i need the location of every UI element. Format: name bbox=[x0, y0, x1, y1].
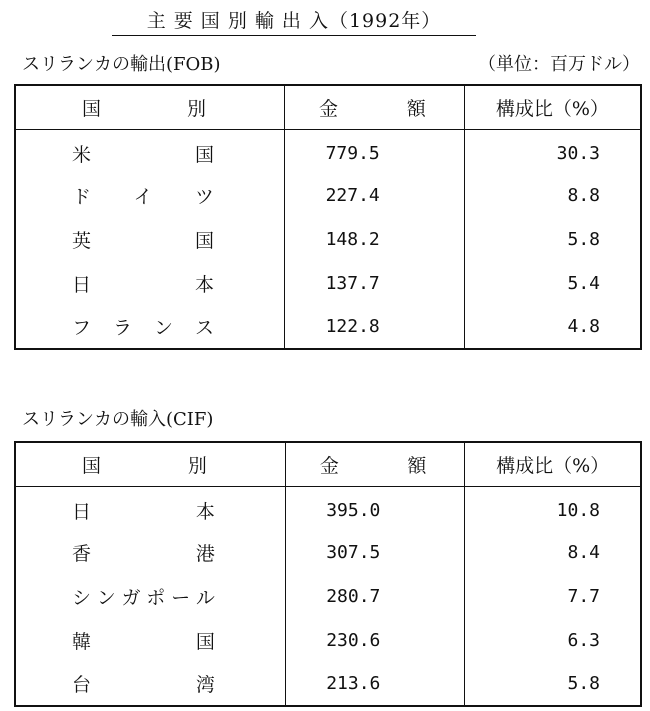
country-name-char: シ bbox=[72, 586, 92, 609]
country-name-char: イ bbox=[133, 185, 153, 208]
amount-cell: 227.4 bbox=[285, 173, 465, 217]
country-name-char: 台 bbox=[72, 674, 92, 696]
unit-label: （単位：百万ドル） bbox=[478, 54, 640, 75]
country-name-char: 港 bbox=[195, 542, 215, 565]
country-cell bbox=[15, 173, 285, 217]
country-name-char: 国 bbox=[194, 229, 214, 252]
amount-cell: 779.5 bbox=[285, 129, 465, 173]
amount-cell: 395.0 bbox=[285, 486, 464, 530]
share-cell: 5.4 bbox=[464, 261, 641, 305]
table-row bbox=[15, 662, 641, 706]
header-share: 構成比（%） bbox=[465, 442, 641, 486]
amount-cell: 280.7 bbox=[285, 574, 464, 618]
share-cell: 6.3 bbox=[465, 618, 641, 662]
table-row bbox=[15, 574, 641, 618]
country-name-char: ド bbox=[72, 185, 92, 208]
share-cell: 10.8 bbox=[465, 486, 641, 530]
export-table-body bbox=[15, 129, 641, 349]
amount-cell: 122.8 bbox=[285, 305, 465, 349]
table-header-row bbox=[15, 85, 641, 129]
amount-cell: 307.5 bbox=[285, 530, 464, 574]
country-cell bbox=[15, 486, 285, 530]
share-cell: 4.8 bbox=[464, 305, 641, 349]
country-name-char: ポ bbox=[146, 586, 166, 609]
country-cell bbox=[15, 530, 285, 574]
share-cell: 7.7 bbox=[465, 574, 641, 618]
header-country-char: 別 bbox=[186, 97, 206, 120]
country-name-char: 国 bbox=[194, 143, 214, 166]
country-name-char: ン bbox=[153, 317, 173, 339]
header-amount-char: 金 bbox=[319, 454, 339, 477]
share-cell: 5.8 bbox=[464, 217, 641, 261]
table-row bbox=[15, 530, 641, 574]
share-cell: 30.3 bbox=[464, 129, 641, 173]
country-cell bbox=[15, 618, 285, 662]
country-name-char: 日 bbox=[72, 273, 92, 296]
country-cell bbox=[15, 305, 285, 349]
country-name-char: 韓 bbox=[72, 630, 92, 653]
country-name-char: 湾 bbox=[195, 674, 215, 696]
country-cell bbox=[15, 662, 285, 706]
country-name-char: 英 bbox=[72, 229, 92, 252]
table-row bbox=[15, 173, 641, 217]
header-amount-char: 額 bbox=[407, 454, 427, 477]
country-name-char: 香 bbox=[72, 542, 92, 565]
country-name-char: ス bbox=[194, 317, 214, 339]
country-name-char: 本 bbox=[194, 273, 214, 296]
import-table-body bbox=[15, 486, 641, 706]
header-amount bbox=[285, 85, 465, 129]
country-cell bbox=[15, 217, 285, 261]
export-table bbox=[14, 84, 642, 350]
country-cell bbox=[15, 129, 285, 173]
country-name-char: ガ bbox=[121, 586, 141, 609]
amount-cell: 148.2 bbox=[285, 217, 465, 261]
table-row bbox=[15, 305, 641, 349]
export-section-caption: スリランカの輸出(FOB) bbox=[22, 54, 221, 75]
share-cell: 5.8 bbox=[465, 662, 641, 706]
country-name-char: ツ bbox=[194, 185, 214, 208]
country-name-char: ル bbox=[195, 586, 215, 609]
country-name-char: ラ bbox=[112, 317, 132, 339]
country-name-char: 米 bbox=[72, 143, 92, 166]
country-name-char: 国 bbox=[195, 630, 215, 653]
country-name-char: 本 bbox=[195, 500, 215, 523]
import-section-caption: スリランカの輸入(CIF) bbox=[22, 409, 214, 430]
country-cell bbox=[15, 261, 285, 305]
table-row bbox=[15, 261, 641, 305]
country-cell bbox=[15, 574, 285, 618]
page-title: 主 要 国 別 輸 出 入（1992年） bbox=[112, 6, 476, 36]
header-country bbox=[15, 442, 285, 486]
table-row bbox=[15, 129, 641, 173]
table-row bbox=[15, 217, 641, 261]
country-name-char: 日 bbox=[72, 500, 92, 523]
amount-cell: 137.7 bbox=[285, 261, 465, 305]
header-amount-char: 金 bbox=[319, 97, 339, 120]
country-name-char: ン bbox=[96, 586, 116, 609]
header-country-char: 国 bbox=[82, 454, 102, 477]
share-cell: 8.4 bbox=[465, 530, 641, 574]
header-amount-char: 額 bbox=[406, 97, 426, 120]
header-country-char: 別 bbox=[187, 454, 207, 477]
header-share: 構成比（%） bbox=[464, 85, 641, 129]
import-table bbox=[14, 441, 642, 707]
country-name-char: ー bbox=[171, 586, 191, 609]
country-name-char: フ bbox=[72, 317, 92, 339]
header-country bbox=[15, 85, 285, 129]
header-country-char: 国 bbox=[82, 97, 102, 120]
table-header-row bbox=[15, 442, 641, 486]
amount-cell: 230.6 bbox=[285, 618, 464, 662]
table-row bbox=[15, 486, 641, 530]
header-amount bbox=[285, 442, 464, 486]
amount-cell: 213.6 bbox=[285, 662, 464, 706]
share-cell: 8.8 bbox=[464, 173, 641, 217]
table-row bbox=[15, 618, 641, 662]
